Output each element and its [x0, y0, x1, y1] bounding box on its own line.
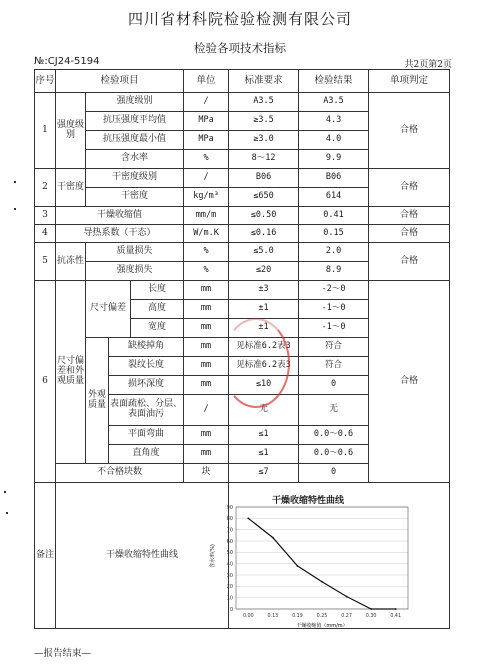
- binder-hole-mark: [6, 512, 8, 514]
- item-name: 强度级别: [86, 93, 184, 112]
- chart-x-tick-label: 0.25: [316, 614, 328, 619]
- table-row: [35, 207, 450, 225]
- item-standard: ≤1: [229, 426, 299, 445]
- chart-x-tick-label: 0.00: [242, 614, 254, 619]
- item-standard: ≤650: [229, 188, 299, 207]
- item-name: 干燥收缩值: [56, 207, 184, 225]
- item-standard: ≤7: [229, 464, 299, 483]
- item-verdict: 合格: [369, 243, 450, 281]
- item-result: 8.9: [299, 262, 369, 281]
- item-name: 长度: [131, 281, 184, 300]
- item-standard: 见标准6.2表3: [229, 338, 299, 357]
- table-row: [35, 169, 450, 188]
- item-name: 缺棱掉角: [109, 338, 184, 357]
- item-result: 0.41: [299, 207, 369, 225]
- item-name: 抗压强度平均值: [86, 112, 184, 131]
- item-standard: ±1: [229, 300, 299, 319]
- item-unit: %: [184, 243, 229, 262]
- item-standard: ±3: [229, 281, 299, 300]
- item-unit: /: [184, 169, 229, 188]
- remark-label: 备注: [35, 483, 56, 629]
- table-row: [35, 243, 450, 262]
- row-group: 干密度: [56, 169, 86, 207]
- chart-data-point: [297, 565, 299, 567]
- subgroup-dimension: 尺寸偏差: [86, 281, 131, 338]
- item-verdict: 合格: [369, 169, 450, 207]
- row-group: 强度级别: [56, 93, 86, 169]
- item-unit: mm: [184, 426, 229, 445]
- item-standard: ≤5.0: [229, 243, 299, 262]
- item-verdict: 合格: [369, 93, 450, 169]
- item-unit: /: [184, 93, 229, 112]
- item-name: 裂纹长度: [109, 357, 184, 376]
- item-unit: mm/m: [184, 207, 229, 225]
- item-result: -1～0: [299, 319, 369, 338]
- table-row: [35, 225, 450, 243]
- item-name: 平面弯曲: [109, 426, 184, 445]
- item-standard: 见标准6.2表3: [229, 357, 299, 376]
- chart-data-point: [247, 517, 249, 519]
- item-name: 高度: [131, 300, 184, 319]
- chart-y-tick-label: 50: [226, 550, 233, 557]
- item-result: 0: [299, 464, 369, 483]
- item-unit: 块: [184, 464, 229, 483]
- item-verdict: 合格: [369, 207, 450, 225]
- item-unit: mm: [184, 376, 229, 395]
- item-standard: A3.5: [229, 93, 299, 112]
- item-result: 0.0～0.6: [299, 445, 369, 464]
- item-result: 无: [299, 395, 369, 426]
- col-header-standard: 标准要求: [229, 70, 299, 93]
- item-result: 符合: [299, 338, 369, 357]
- row-number: 6: [35, 281, 56, 483]
- chart-x-tick-label: 0.41: [390, 614, 402, 619]
- item-standard: B06: [229, 169, 299, 188]
- chart-data-point: [346, 596, 348, 598]
- item-name: 表面疏松、分层、表面油污: [109, 395, 184, 426]
- item-verdict: 合格: [369, 225, 450, 243]
- report-end-note: —报告结束—: [34, 648, 92, 659]
- chart-data-point: [370, 608, 372, 610]
- chart-x-tick-label: 0.19: [292, 614, 303, 619]
- item-result: 4.3: [299, 112, 369, 131]
- item-name: 强度损失: [86, 262, 184, 281]
- item-verdict: 合格: [369, 281, 450, 483]
- item-standard: ≤1: [229, 445, 299, 464]
- chart-x-axis-label: 干燥收缩值（mm/m）: [296, 623, 348, 629]
- item-unit: %: [184, 262, 229, 281]
- item-name: 质量损失: [86, 243, 184, 262]
- chart-x-tick-label: 0.30: [365, 614, 377, 619]
- chart-x-tick-label: 0.13: [267, 614, 279, 619]
- item-unit: mm: [184, 445, 229, 464]
- row-group: 尺寸偏差和外观质量: [56, 281, 86, 464]
- chart-x-tick-label: 0.27: [341, 614, 352, 619]
- item-standard: 无: [229, 395, 299, 426]
- chart-y-tick-label: 30: [226, 572, 233, 579]
- item-result: 符合: [299, 357, 369, 376]
- chart-data-point: [395, 608, 397, 610]
- subgroup-appearance: 外观质量: [86, 338, 109, 464]
- col-header-result: 检验结果: [299, 70, 369, 93]
- item-unit: mm: [184, 338, 229, 357]
- item-name: 干密度级别: [86, 169, 184, 188]
- item-name: 干密度: [86, 188, 184, 207]
- company-name: 四川省材科院检验检测有限公司: [127, 10, 352, 28]
- item-result: B06: [299, 169, 369, 188]
- item-result: 614: [299, 188, 369, 207]
- item-unit: mm: [184, 319, 229, 338]
- item-name: 含水率: [86, 150, 184, 169]
- item-result: -2～0: [299, 281, 369, 300]
- shrinkage-chart: [200, 491, 416, 631]
- item-standard: ≥3.0: [229, 131, 299, 150]
- item-standard: ≤0.50: [229, 207, 299, 225]
- item-result: -1～0: [299, 300, 369, 319]
- item-name: 直角度: [109, 445, 184, 464]
- chart-y-axis-label: 含水率(%): [210, 544, 216, 568]
- item-standard: ≤0.16: [229, 225, 299, 243]
- chart-y-tick-label: 70: [226, 527, 233, 534]
- item-standard: ±1: [229, 319, 299, 338]
- document-number: №:CJ24-5194: [34, 56, 100, 67]
- row-number: 3: [35, 207, 56, 225]
- row-number: 4: [35, 225, 56, 243]
- page-info: 共2页第2页: [404, 60, 452, 70]
- chart-title: 干燥收缩特性曲线: [271, 496, 344, 506]
- item-unit: MPa: [184, 112, 229, 131]
- chart-y-tick-label: 0: [229, 606, 233, 613]
- item-unit: /: [184, 395, 229, 426]
- table-row: [35, 93, 450, 112]
- chart-y-tick-label: 40: [226, 561, 233, 568]
- item-standard: 8～12: [229, 150, 299, 169]
- item-unit: MPa: [184, 131, 229, 150]
- chart-y-tick-label: 90: [226, 504, 233, 511]
- item-unit: mm: [184, 300, 229, 319]
- binder-hole-mark: [4, 491, 6, 493]
- item-unit: kg/m³: [184, 188, 229, 207]
- item-unit: mm: [184, 281, 229, 300]
- col-header-item: 检验项目: [56, 70, 184, 93]
- remark-text: 干燥收缩特性曲线: [56, 483, 229, 629]
- table-header-row: [35, 70, 450, 93]
- item-standard: ≤20: [229, 262, 299, 281]
- item-result: 9.9: [299, 150, 369, 169]
- col-header-unit: 单位: [184, 70, 229, 93]
- item-name: 宽度: [131, 319, 184, 338]
- col-header-no: 序号: [35, 70, 56, 93]
- item-unit: W/m.K: [184, 225, 229, 243]
- chart-data-point: [272, 537, 274, 539]
- row-number: 2: [35, 169, 56, 207]
- item-standard: ≥3.5: [229, 112, 299, 131]
- document-title: 检验各项技术指标: [194, 41, 286, 55]
- item-name: 导热系数（干态）: [56, 225, 184, 243]
- chart-y-tick-label: 10: [226, 595, 233, 602]
- item-unit: mm: [184, 357, 229, 376]
- chart-y-tick-label: 80: [226, 516, 233, 523]
- item-name: 损坏深度: [109, 376, 184, 395]
- col-header-verdict: 单项判定: [369, 70, 450, 93]
- table-row: [35, 281, 450, 300]
- item-result: 0.0～0.6: [299, 426, 369, 445]
- chart-plot-frame: [236, 507, 408, 609]
- chart-data-point: [321, 581, 323, 583]
- item-result: 2.0: [299, 243, 369, 262]
- item-standard: ≤10: [229, 376, 299, 395]
- chart-svg: [200, 491, 416, 631]
- item-result: A3.5: [299, 93, 369, 112]
- row-group: 抗冻性: [56, 243, 86, 281]
- item-result: 0.15: [299, 225, 369, 243]
- item-result: 0: [299, 376, 369, 395]
- item-name: 不合格块数: [56, 464, 184, 483]
- chart-y-tick-label: 20: [226, 584, 233, 591]
- item-unit: %: [184, 150, 229, 169]
- binder-hole-mark: [14, 181, 16, 183]
- row-number: 1: [35, 93, 56, 169]
- red-seal-stamp: [222, 318, 290, 408]
- item-result: 4.0: [299, 131, 369, 150]
- row-number: 5: [35, 243, 56, 281]
- chart-y-tick-label: 60: [226, 538, 233, 545]
- binder-hole-mark: [14, 208, 16, 210]
- item-name: 抗压强度最小值: [86, 131, 184, 150]
